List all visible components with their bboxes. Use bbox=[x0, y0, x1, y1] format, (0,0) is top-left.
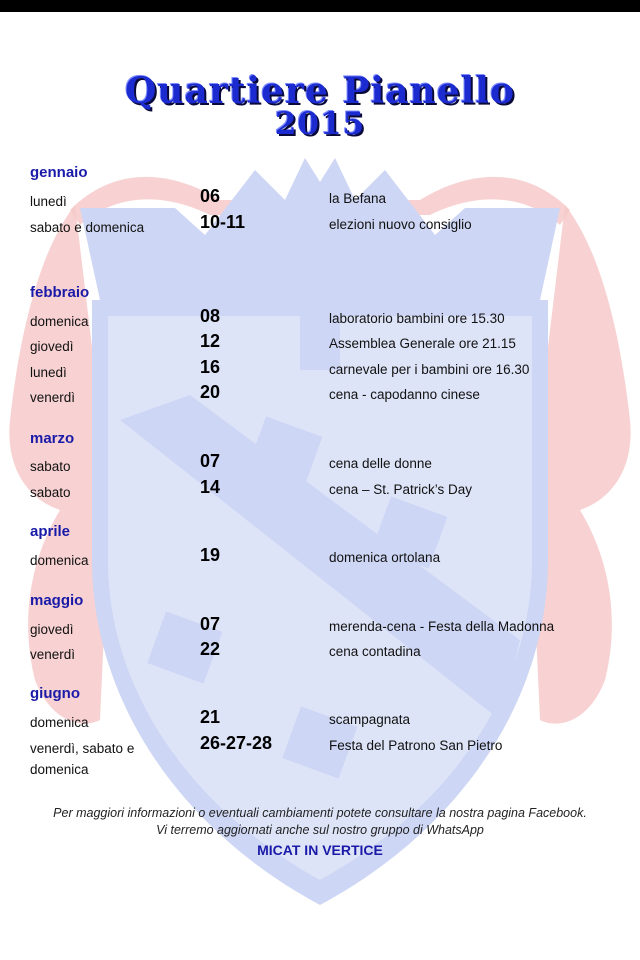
event-row bbox=[0, 382, 640, 408]
event-day: sabato e domenica bbox=[30, 220, 145, 235]
event-description: merenda-cena - Festa della Madonna bbox=[329, 619, 555, 634]
event-date: 12 bbox=[200, 331, 221, 351]
page-title-year: 2015 bbox=[274, 106, 366, 142]
event-description: Assemblea Generale ore 21.15 bbox=[329, 336, 516, 351]
event-date: 16 bbox=[200, 357, 221, 377]
event-description: elezioni nuovo consiglio bbox=[329, 217, 472, 232]
event-day: lunedì bbox=[30, 194, 67, 209]
event-row bbox=[0, 707, 640, 733]
month-heading: gennaio bbox=[30, 164, 88, 181]
event-description: laboratorio bambini ore 15.30 bbox=[329, 311, 505, 326]
event-date: 07 bbox=[200, 451, 221, 471]
event-date: 22 bbox=[200, 639, 221, 659]
month-heading: marzo bbox=[30, 430, 75, 447]
event-date: 20 bbox=[200, 382, 221, 402]
month-heading: maggio bbox=[30, 592, 84, 609]
event-row bbox=[0, 212, 640, 238]
event-row bbox=[0, 451, 640, 477]
event-date: 21 bbox=[200, 707, 221, 727]
event-date: 08 bbox=[200, 306, 221, 326]
event-row bbox=[0, 357, 640, 383]
event-date: 26-27-28 bbox=[200, 733, 273, 753]
event-day: domenica bbox=[30, 314, 89, 329]
month-heading: giugno bbox=[30, 685, 80, 702]
event-day: sabato bbox=[30, 485, 71, 500]
event-description: cena contadina bbox=[329, 644, 421, 659]
event-date: 10-11 bbox=[200, 212, 246, 232]
event-day: venerdì bbox=[30, 647, 76, 662]
event-description: carnevale per i bambini ore 16.30 bbox=[329, 362, 530, 377]
event-date: 19 bbox=[200, 545, 221, 565]
month-heading: aprile bbox=[30, 523, 71, 540]
event-description: Festa del Patrono San Pietro bbox=[329, 738, 503, 753]
event-day: lunedì bbox=[30, 365, 67, 380]
event-day: domenica bbox=[30, 715, 89, 730]
event-description: cena - capodanno cinese bbox=[329, 387, 480, 402]
event-day: domenica bbox=[30, 553, 89, 568]
event-row bbox=[0, 306, 640, 332]
event-row bbox=[0, 477, 640, 503]
event-day: giovedì bbox=[30, 339, 74, 354]
event-description: scampagnata bbox=[329, 712, 411, 727]
event-description: la Befana bbox=[329, 191, 387, 206]
event-description: cena delle donne bbox=[329, 456, 432, 471]
event-day: venerdì, sabato e domenica bbox=[30, 741, 135, 777]
event-day: giovedì bbox=[30, 622, 74, 637]
page-title: Quartiere Pianello bbox=[125, 70, 515, 112]
event-row bbox=[0, 331, 640, 357]
footer-motto: MICAT IN VERTICE bbox=[257, 842, 383, 858]
footer-info: Per maggiori informazioni o eventuali cambiamenti potete consultare la nostra pagina Facebook. bbox=[53, 806, 587, 820]
event-description: domenica ortolana bbox=[329, 550, 441, 565]
event-day: sabato bbox=[30, 459, 71, 474]
event-day: venerdì bbox=[30, 390, 76, 405]
event-row bbox=[0, 186, 640, 212]
event-row bbox=[0, 545, 640, 571]
event-row bbox=[0, 614, 640, 640]
event-description: cena – St. Patrick’s Day bbox=[329, 482, 473, 497]
month-heading: febbraio bbox=[30, 284, 90, 301]
event-date: 06 bbox=[200, 186, 221, 206]
event-date: 07 bbox=[200, 614, 221, 634]
event-row bbox=[0, 733, 640, 779]
event-date: 14 bbox=[200, 477, 221, 497]
footer-whatsapp: Vi terremo aggiornati anche sul nostro gruppo di WhatsApp bbox=[156, 823, 484, 837]
event-row bbox=[0, 639, 640, 665]
